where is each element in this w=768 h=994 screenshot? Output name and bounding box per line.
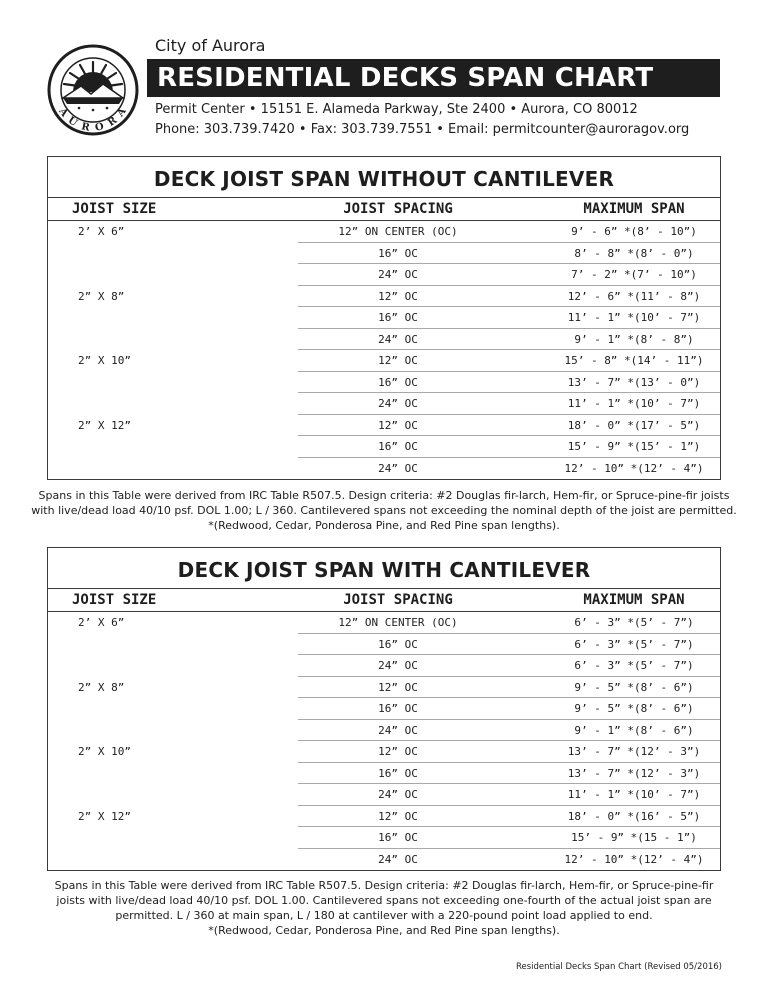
- cell-span: 9’ - 1” *(8’ - 8”): [574, 332, 694, 346]
- cell-span: 11’ - 1” *(10’ - 7”): [567, 311, 701, 324]
- cell-span: 13’ - 7” *(12’ - 3”): [567, 745, 701, 758]
- table-row: [48, 393, 720, 415]
- cell-spacing: 16” OC: [378, 831, 418, 844]
- cell-span: 13’ - 7” *(12’ - 3”): [567, 766, 701, 780]
- table-row: [48, 827, 720, 849]
- table-row: [48, 372, 720, 394]
- table-row: [48, 784, 720, 806]
- cell-spacing: 16” OC: [378, 766, 418, 780]
- cell-span: 15’ - 8” *(14’ - 11”): [564, 354, 704, 367]
- contact-line: Phone: 303.739.7420 • Fax: 303.739.7551 • Email: permitcounter@auroragov.org: [155, 122, 690, 137]
- table-note: [28, 878, 740, 938]
- table-row: [48, 655, 720, 677]
- table-title: DECK JOIST SPAN WITHOUT CANTILEVER: [48, 157, 720, 198]
- table-row: [48, 763, 720, 785]
- cell-spacing: 12” OC: [378, 354, 418, 367]
- cell-span: 9’ - 1” *(8’ - 6”): [574, 723, 694, 737]
- table-row: [48, 221, 720, 243]
- cell-size: 2” X 12”: [78, 418, 131, 432]
- table-header: [48, 589, 720, 612]
- page-title: RESIDENTIAL DECKS SPAN CHART: [147, 59, 720, 97]
- table-row: [48, 806, 720, 828]
- cell-spacing: 16” OC: [378, 440, 418, 453]
- table-row: [48, 436, 720, 458]
- table-row: [48, 698, 720, 720]
- cell-spacing: 24” OC: [378, 788, 418, 801]
- table-row: [48, 350, 720, 372]
- cell-span: 12’ - 10” *(12’ - 4”): [564, 852, 704, 866]
- table-row: [48, 612, 720, 634]
- svg-text:O: O: [94, 121, 105, 134]
- cell-span: 7’ - 2” *(7’ - 10”): [571, 268, 697, 281]
- table-row: [48, 307, 720, 329]
- cell-span: 8’ - 8” *(8’ - 0”): [574, 246, 694, 260]
- cell-spacing: 12” OC: [378, 680, 418, 694]
- cell-span: 12’ - 6” *(11’ - 8”): [567, 289, 701, 303]
- cell-spacing: 12” OC: [378, 745, 418, 758]
- table-row: [48, 415, 720, 437]
- note-line: permitted. L / 360 at main span, L / 180 at cantilever with a 220-pound point load applied to end.: [115, 909, 653, 922]
- note-line: joists with live/dead load 40/10 psf. DOL 1.00. Cantilevered spans not exceeding one-fourth of the actual joist span are: [56, 894, 712, 907]
- cell-span: 15’ - 9” *(15’ - 1”): [567, 440, 701, 453]
- address-line: Permit Center • 15151 E. Alameda Parkway, Ste 2400 • Aurora, CO 80012: [155, 102, 638, 117]
- cell-spacing: 16” OC: [378, 637, 418, 651]
- cell-spacing: 24” OC: [378, 268, 418, 281]
- cell-span: 6’ - 3” *(5’ - 7”): [574, 659, 694, 672]
- table-row: [48, 741, 720, 763]
- table-row: [48, 634, 720, 656]
- cell-span: 6’ - 3” *(5’ - 7”): [574, 616, 694, 629]
- cell-span: 18’ - 0” *(17’ - 5”): [567, 418, 701, 432]
- cell-spacing: 12” ON CENTER (OC): [338, 225, 458, 238]
- cell-span: 13’ - 7” *(13’ - 0”): [567, 375, 701, 389]
- table-row: [48, 264, 720, 286]
- footer-revision: Residential Decks Span Chart (Revised 05/2016): [515, 962, 722, 972]
- cell-spacing: 12” OC: [378, 418, 418, 432]
- header-joist-spacing: JOIST SPACING: [343, 592, 453, 608]
- cell-size: 2” X 10”: [78, 745, 131, 758]
- cell-spacing: 24” OC: [378, 659, 418, 672]
- table-row: [48, 720, 720, 742]
- cell-span: 9’ - 6” *(8’ - 10”): [571, 225, 697, 238]
- cell-spacing: 24” OC: [378, 332, 418, 346]
- table-title: DECK JOIST SPAN WITH CANTILEVER: [48, 548, 720, 589]
- cell-span: 11’ - 1” *(10’ - 7”): [567, 397, 701, 410]
- header-joist-size: JOIST SIZE: [72, 592, 157, 608]
- page-header: [0, 0, 768, 150]
- table-row: [48, 243, 720, 265]
- table-row: [48, 849, 720, 871]
- table-row: [48, 286, 720, 308]
- header-maximum-span: MAXIMUM SPAN: [583, 592, 685, 608]
- cell-spacing: 24” OC: [378, 723, 418, 737]
- cell-spacing: 12” OC: [378, 809, 418, 823]
- cell-size: 2’ X 6”: [78, 616, 125, 629]
- svg-text:R: R: [80, 121, 91, 134]
- cell-span: 9’ - 5” *(8’ - 6”): [574, 680, 694, 694]
- cell-span: 15’ - 9” *(15 - 1”): [571, 831, 697, 844]
- cell-span: 6’ - 3” *(5’ - 7”): [574, 637, 694, 651]
- cell-spacing: 16” OC: [378, 375, 418, 389]
- table-header: [48, 198, 720, 221]
- table-row: [48, 329, 720, 351]
- cell-size: 2” X 12”: [78, 809, 131, 823]
- table-body: [48, 221, 720, 479]
- cell-spacing: 12” ON CENTER (OC): [338, 616, 458, 629]
- table-row: [48, 458, 720, 480]
- cell-spacing: 12” OC: [378, 289, 418, 303]
- cell-size: 2’ X 6”: [78, 225, 125, 238]
- cell-span: 11’ - 1” *(10’ - 7”): [567, 788, 701, 801]
- cell-spacing: 16” OC: [378, 702, 418, 715]
- svg-text:A: A: [56, 106, 70, 119]
- header-maximum-span: MAXIMUM SPAN: [583, 201, 685, 217]
- cell-span: 9’ - 5” *(8’ - 6”): [574, 702, 694, 715]
- svg-text:U: U: [65, 114, 80, 129]
- cell-spacing: 16” OC: [378, 311, 418, 324]
- note-line: *(Redwood, Cedar, Ponderosa Pine, and Red Pine span lengths).: [208, 924, 560, 937]
- table-with-cantilever: [47, 547, 721, 871]
- city-seal-logo-icon: [47, 44, 139, 136]
- city-name: City of Aurora: [155, 36, 266, 55]
- cell-spacing: 24” OC: [378, 852, 418, 866]
- table-row: [48, 677, 720, 699]
- cell-span: 12’ - 10” *(12’ - 4”): [564, 461, 704, 475]
- cell-spacing: 24” OC: [378, 397, 418, 410]
- svg-text:A: A: [115, 106, 129, 119]
- cell-spacing: 16” OC: [378, 246, 418, 260]
- table-note: Spans in this Table were derived from IRC Table R507.5. Design criteria: #2 Douglas fir-larch, Hem-fir, or Spruce-pine-fir joists with live/dead load 40/10 psf. DOL 1.00; L / 360. Cantilevered spans not exceeding the nominal depth of the joist are permitted. *(Redwood, Cedar, Ponderosa Pine, and Red Pine span lengths).: [31, 489, 737, 532]
- cell-spacing: 24” OC: [378, 461, 418, 475]
- cell-size: 2” X 8”: [78, 289, 125, 303]
- header-joist-size: JOIST SIZE: [72, 201, 157, 217]
- cell-span: 18’ - 0” *(16’ - 5”): [567, 809, 701, 823]
- cell-size: 2” X 8”: [78, 680, 125, 694]
- cell-size: 2” X 10”: [78, 354, 131, 367]
- note-line: Spans in this Table were derived from IRC Table R507.5. Design criteria: #2 Douglas fir-larch, Hem-fir, or Spruce-pine-fir: [54, 879, 714, 892]
- table-without-cantilever: [47, 156, 721, 480]
- svg-text:R: R: [106, 115, 120, 129]
- header-joist-spacing: JOIST SPACING: [343, 201, 453, 217]
- table-body: [48, 612, 720, 870]
